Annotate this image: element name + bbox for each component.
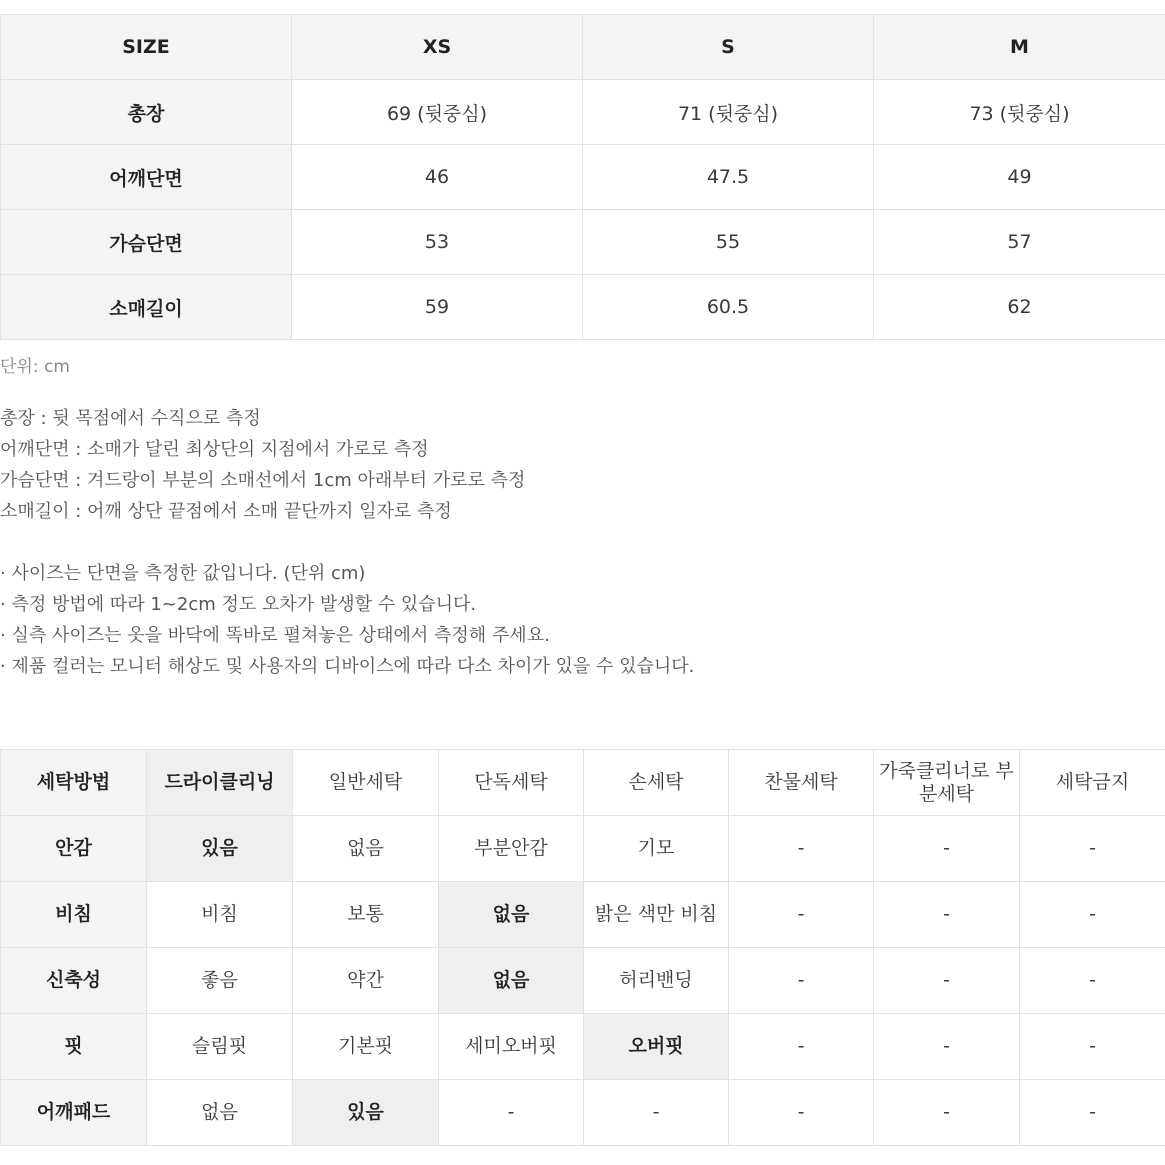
care-cell: -	[729, 1014, 874, 1080]
care-cell: -	[729, 816, 874, 882]
size-table	[0, 14, 1165, 340]
size-row-chest	[1, 210, 1165, 275]
size-header-row	[1, 15, 1165, 80]
measurement-note: 가슴단면 : 겨드랑이 부분의 소매선에서 1cm 아래부터 가로로 측정	[0, 470, 526, 491]
care-cell: -	[874, 948, 1020, 1014]
size-cell: 73 (뒷중심)	[874, 80, 1165, 145]
measurement-note: 어깨단면 : 소매가 달린 최상단의 지점에서 가로로 측정	[0, 439, 429, 460]
size-cell: 57	[874, 210, 1165, 275]
care-cell: 보통	[293, 882, 439, 948]
care-cell: -	[1020, 1080, 1165, 1146]
care-row-shoulder-pad	[1, 1080, 1165, 1146]
size-row-label: 어깨단면	[1, 145, 292, 210]
caution-note: · 사이즈는 단면을 측정한 값입니다. (단위 cm)	[0, 563, 366, 584]
size-row-total-length	[1, 80, 1165, 145]
size-row-label: 소매길이	[1, 275, 292, 340]
size-row-label: 총장	[1, 80, 292, 145]
care-cell-selected: 없음	[439, 882, 584, 948]
care-cell: 허리밴딩	[584, 948, 729, 1014]
care-cell: -	[874, 882, 1020, 948]
caution-notes	[0, 558, 694, 682]
care-cell: 기본핏	[293, 1014, 439, 1080]
size-row-label: 가슴단면	[1, 210, 292, 275]
care-cell-selected: 있음	[147, 816, 293, 882]
care-cell: 밝은 색만 비침	[584, 882, 729, 948]
care-cell: 없음	[293, 816, 439, 882]
caution-note: · 실측 사이즈는 옷을 바닥에 똑바로 펼쳐놓은 상태에서 측정해 주세요.	[0, 625, 550, 646]
care-cell: 부분안감	[439, 816, 584, 882]
care-row-label: 안감	[1, 816, 147, 882]
care-row-fit	[1, 1014, 1165, 1080]
size-cell: 71 (뒷중심)	[583, 80, 874, 145]
size-row-shoulder	[1, 145, 1165, 210]
care-cell-selected: 없음	[439, 948, 584, 1014]
caution-note: · 측정 방법에 따라 1~2cm 정도 오차가 발생할 수 있습니다.	[0, 594, 477, 615]
care-row-washing	[1, 750, 1165, 816]
size-cell: 53	[292, 210, 583, 275]
caution-note: · 제품 컬러는 모니터 해상도 및 사용자의 디바이스에 따라 다소 차이가 있을 수 있습니다.	[0, 656, 695, 677]
care-cell: 슬림핏	[147, 1014, 293, 1080]
care-cell: 세탁금지	[1020, 750, 1165, 816]
care-cell: -	[729, 948, 874, 1014]
unit-note: 단위: cm	[0, 357, 70, 377]
care-cell: -	[1020, 948, 1165, 1014]
care-row-sheerness	[1, 882, 1165, 948]
care-row-label: 비침	[1, 882, 147, 948]
care-cell: 일반세탁	[293, 750, 439, 816]
care-row-label: 핏	[1, 1014, 147, 1080]
measurement-note: 소매길이 : 어깨 상단 끝점에서 소매 끝단까지 일자로 측정	[0, 501, 452, 522]
measurement-note: 총장 : 뒷 목점에서 수직으로 측정	[0, 408, 261, 429]
care-cell: -	[874, 1014, 1020, 1080]
care-row-label: 어깨패드	[1, 1080, 147, 1146]
measurement-notes	[0, 403, 525, 527]
size-cell: 59	[292, 275, 583, 340]
care-cell: 단독세탁	[439, 750, 584, 816]
size-header-cell: S	[583, 15, 874, 80]
care-cell: -	[874, 816, 1020, 882]
care-cell: 기모	[584, 816, 729, 882]
care-table-body	[1, 750, 1165, 1146]
size-cell: 55	[583, 210, 874, 275]
care-cell: -	[1020, 1014, 1165, 1080]
size-cell: 49	[874, 145, 1165, 210]
size-header-cell: XS	[292, 15, 583, 80]
size-cell: 62	[874, 275, 1165, 340]
care-cell: -	[729, 1080, 874, 1146]
care-cell-selected: 드라이클리닝	[147, 750, 293, 816]
care-cell: 비침	[147, 882, 293, 948]
care-cell: -	[729, 882, 874, 948]
care-cell: -	[1020, 882, 1165, 948]
care-row-stretch	[1, 948, 1165, 1014]
care-cell: 손세탁	[584, 750, 729, 816]
care-cell: -	[874, 1080, 1020, 1146]
care-cell-selected: 오버핏	[584, 1014, 729, 1080]
care-cell: 약간	[293, 948, 439, 1014]
care-cell: 찬물세탁	[729, 750, 874, 816]
care-cell: 가죽클리너로 부분세탁	[874, 750, 1020, 816]
care-cell: -	[439, 1080, 584, 1146]
care-cell-selected: 있음	[293, 1080, 439, 1146]
care-cell: 좋음	[147, 948, 293, 1014]
size-cell: 46	[292, 145, 583, 210]
care-row-lining	[1, 816, 1165, 882]
size-cell: 47.5	[583, 145, 874, 210]
size-header-cell: M	[874, 15, 1165, 80]
care-row-label: 신축성	[1, 948, 147, 1014]
care-cell: 없음	[147, 1080, 293, 1146]
care-cell: -	[584, 1080, 729, 1146]
care-row-label: 세탁방법	[1, 750, 147, 816]
care-cell: -	[1020, 816, 1165, 882]
care-info-table	[0, 749, 1165, 1146]
size-header-cell: SIZE	[1, 15, 292, 80]
size-cell: 69 (뒷중심)	[292, 80, 583, 145]
care-cell: 세미오버핏	[439, 1014, 584, 1080]
size-row-sleeve	[1, 275, 1165, 340]
size-cell: 60.5	[583, 275, 874, 340]
